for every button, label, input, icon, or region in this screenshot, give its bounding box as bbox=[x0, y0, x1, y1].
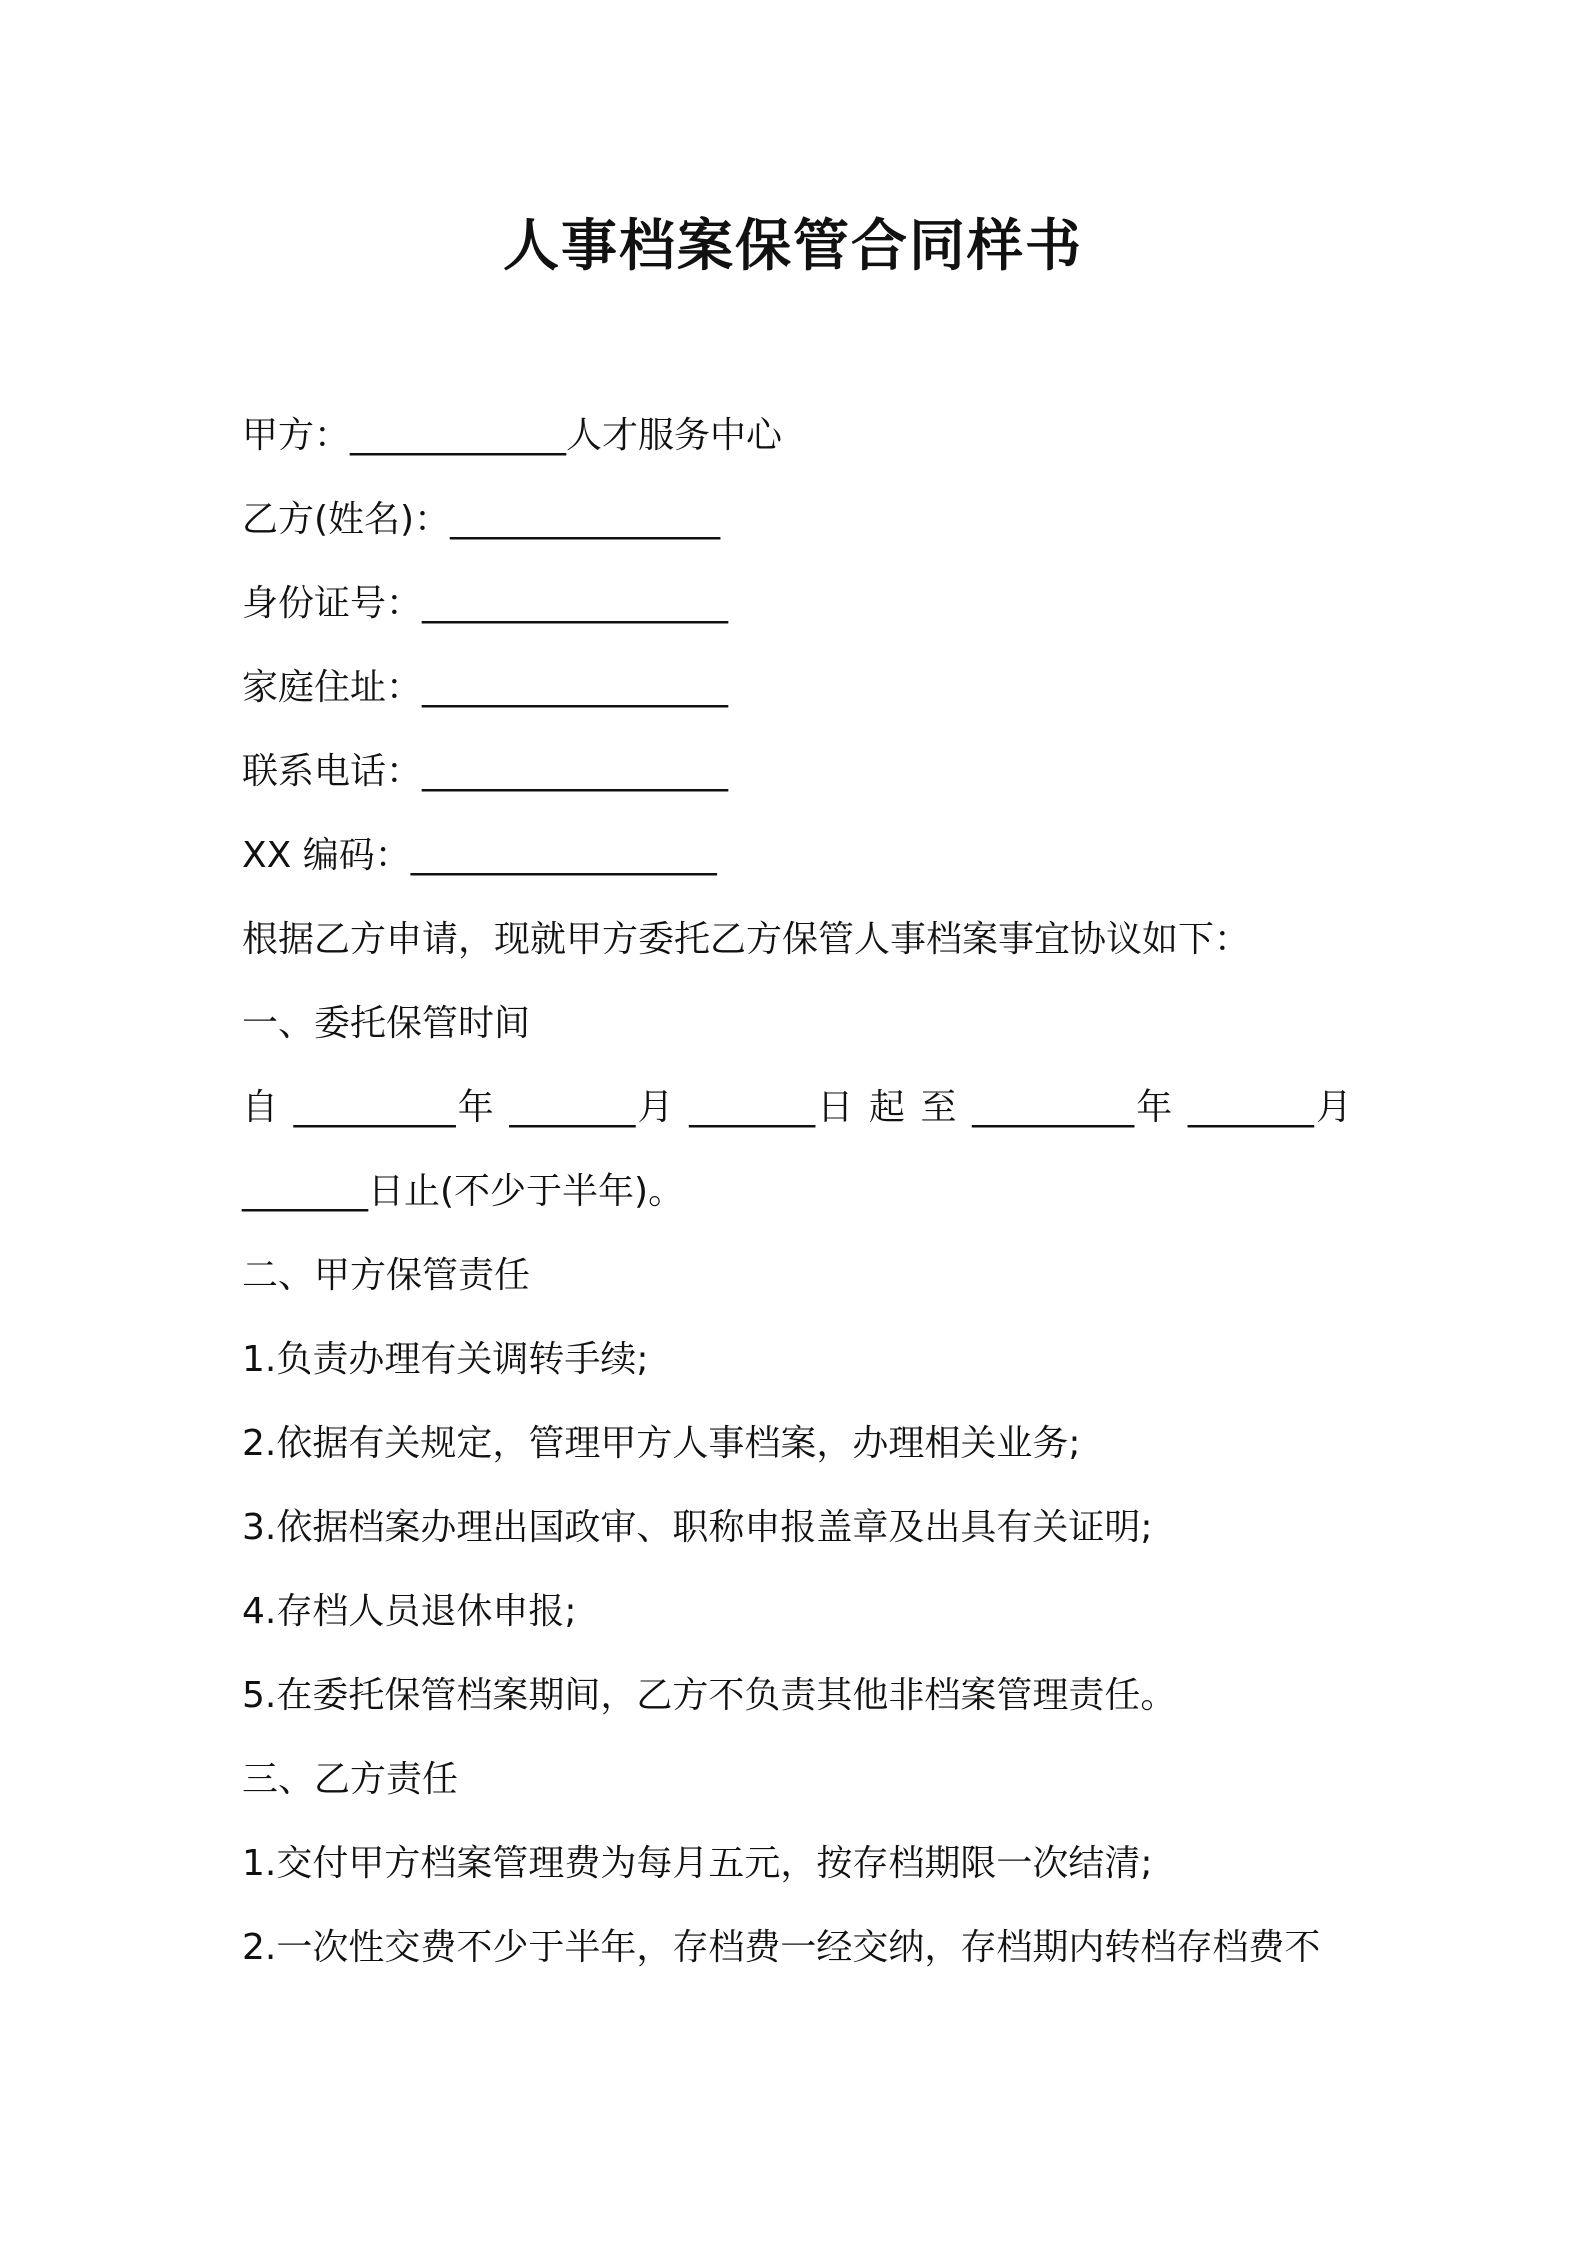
date-range-end-line: _______日止(不少于半年)。 bbox=[242, 1171, 685, 1212]
section-3-heading: 三、乙方责任 bbox=[242, 1759, 459, 1800]
agreement-intro: 根据乙方申请，现就甲方委托乙方保管人事档案事宜协议如下： bbox=[242, 919, 1251, 960]
party-b-name-line: 乙方(姓名)：_______________ bbox=[242, 499, 721, 540]
home-address-line: 家庭住址：_________________ bbox=[242, 667, 729, 708]
section-3-item-1: 1.交付甲方档案管理费为每月五元，按存档期限一次结清; bbox=[242, 1843, 1153, 1884]
section-2-item-2: 2.依据有关规定，管理甲方人事档案，办理相关业务; bbox=[242, 1423, 1081, 1464]
document-title: 人事档案保管合同样书 bbox=[503, 214, 1083, 279]
id-number-line: 身份证号：_________________ bbox=[242, 583, 729, 624]
code-line: XX 编码：_________________ bbox=[242, 835, 717, 876]
phone-line: 联系电话：_________________ bbox=[242, 751, 729, 792]
section-2-item-1: 1.负责办理有关调转手续; bbox=[242, 1339, 649, 1380]
section-2-item-5: 5.在委托保管档案期间，乙方不负责其他非档案管理责任。 bbox=[242, 1675, 1177, 1716]
section-2-item-4: 4.存档人员退休申报; bbox=[242, 1591, 577, 1632]
section-2-heading: 二、甲方保管责任 bbox=[242, 1255, 531, 1296]
section-3-item-2: 2.一次性交费不少于半年，存档费一经交纳，存档期内转档存档费不 bbox=[242, 1927, 1321, 1968]
party-a-line: 甲方：____________人才服务中心 bbox=[242, 415, 783, 456]
section-1-heading: 一、委托保管时间 bbox=[242, 1003, 531, 1044]
section-2-item-3: 3.依据档案办理出国政审、职称申报盖章及出具有关证明; bbox=[242, 1507, 1153, 1548]
date-range-line: 自 _________年 _______月 _______日 起 至 _________年 _______月 bbox=[242, 1087, 1352, 1128]
